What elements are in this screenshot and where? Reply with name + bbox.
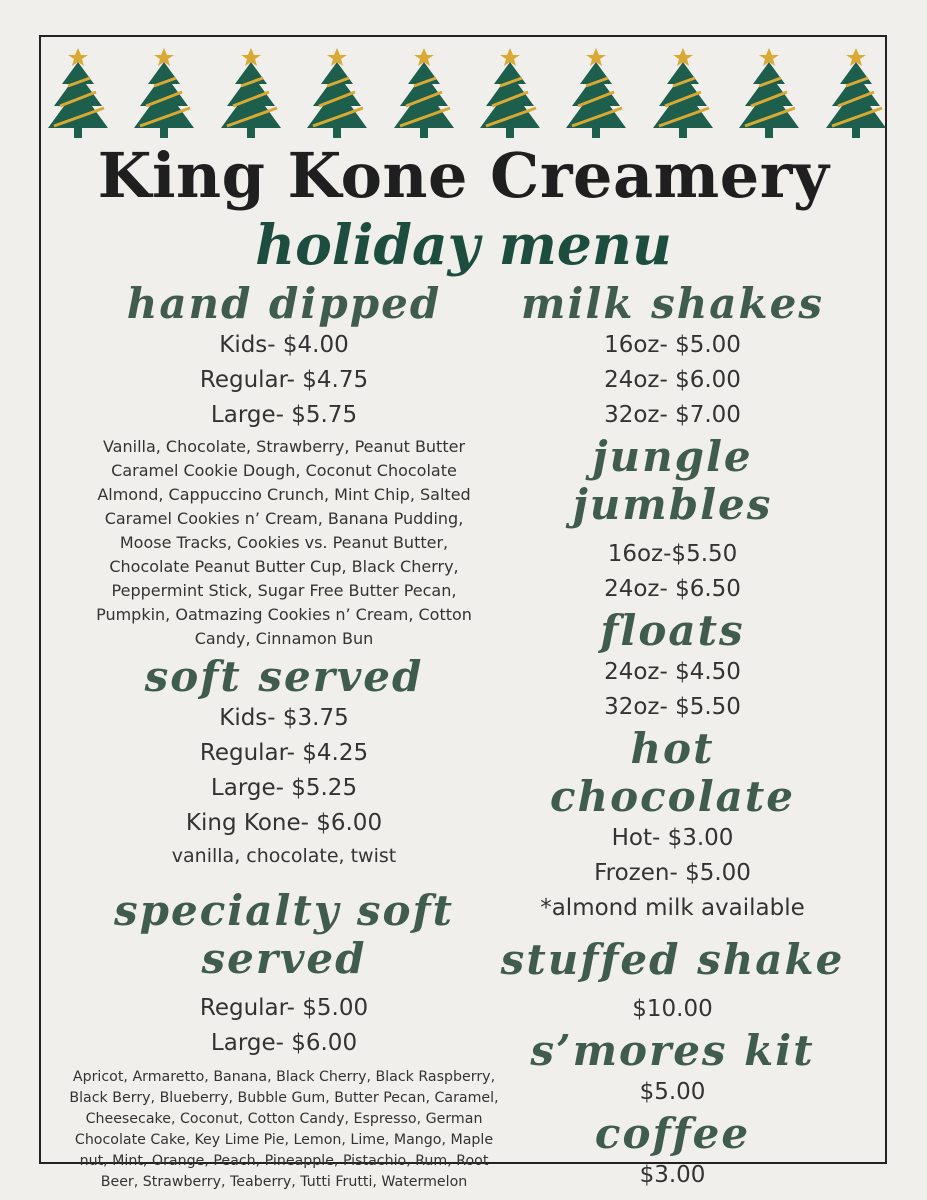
section-heading: hand dipped <box>126 279 442 328</box>
price-line: Regular- $4.75 <box>199 367 369 393</box>
price-line: Kids- $4.00 <box>219 332 349 358</box>
section-heading: jungle jumbles <box>572 432 773 529</box>
section-heading: floats <box>600 606 745 655</box>
flavor-line: Caramel Cookie Dough, Coconut Chocolate <box>111 461 457 480</box>
coffee-section <box>500 1110 845 1193</box>
christmas-tree-icon <box>215 44 287 140</box>
hand-dipped-section <box>40 280 528 651</box>
price-line: 24oz- $6.00 <box>604 367 741 393</box>
floats-section <box>500 607 845 725</box>
section-heading: specialty soft served <box>114 886 454 983</box>
specialty-soft-served-section <box>40 887 528 1193</box>
flavor-line: Beer, Strawberry, Teaberry, Tutti Frutti, Watermelon <box>100 1174 468 1190</box>
section-heading: hot chocolate <box>549 724 795 821</box>
price-line: Regular- $5.00 <box>199 995 369 1021</box>
price-line: Kids- $3.75 <box>219 705 349 731</box>
christmas-tree-icon <box>474 44 546 140</box>
flavor-line: Peppermint Stick, Sugar Free Butter Pecan, <box>111 581 457 600</box>
flavor-line: Moose Tracks, Cookies vs. Peanut Butter, <box>119 533 449 552</box>
flavor-line: Chocolate Peanut Butter Cup, Black Cherry, <box>109 557 459 576</box>
page-title: King Kone Creamery <box>97 139 830 212</box>
christmas-tree-icon <box>388 44 460 140</box>
jungle-jumbles-section <box>500 433 845 607</box>
section-heading: stuffed shake <box>500 935 845 984</box>
christmas-tree-icon <box>820 44 892 140</box>
smores-kit-section <box>500 1027 845 1110</box>
flavor-list <box>40 1067 528 1193</box>
section-heading: s’mores kit <box>530 1026 815 1075</box>
christmas-tree-icon <box>301 44 373 140</box>
flavor-line: Vanilla, Chocolate, Strawberry, Peanut Butter <box>102 437 466 456</box>
price-line: Frozen- $5.00 <box>594 860 751 886</box>
price-line: Large- $5.25 <box>210 775 358 801</box>
section-heading: coffee <box>594 1109 751 1158</box>
milk-shakes-section <box>500 280 845 433</box>
price-line: Large- $5.75 <box>210 402 358 428</box>
christmas-tree-icon <box>733 44 805 140</box>
page-subtitle: holiday menu <box>255 212 672 277</box>
flavor-line: Candy, Cinnamon Bun <box>194 629 374 648</box>
christmas-tree-icon <box>560 44 632 140</box>
price-line: $5.00 <box>639 1079 706 1105</box>
soft-served-section <box>40 653 528 871</box>
price-line: $3.00 <box>639 1162 706 1188</box>
tree-decoration-row <box>42 44 887 140</box>
flavor-line: nut, Mint, Orange, Peach, Pineapple, Pistachio, Rum, Root <box>79 1153 489 1169</box>
flavor-line: vanilla, chocolate, twist <box>171 845 397 867</box>
christmas-tree-icon <box>647 44 719 140</box>
section-heading: soft served <box>144 652 424 701</box>
flavor-line: Chocolate Cake, Key Lime Pie, Lemon, Lime, Mango, Maple <box>74 1132 494 1148</box>
flavor-line: Apricot, Armaretto, Banana, Black Cherry, Black Raspberry, <box>72 1069 496 1085</box>
flavor-line: Caramel Cookies n’ Cream, Banana Pudding, <box>104 509 464 528</box>
flavor-line: Cheesecake, Coconut, Cotton Candy, Espresso, German <box>85 1111 483 1127</box>
price-line: Regular- $4.25 <box>199 740 369 766</box>
hot-chocolate-section <box>500 725 845 926</box>
flavor-line: Pumpkin, Oatmazing Cookies n’ Cream, Cotton <box>96 605 472 624</box>
price-line: Hot- $3.00 <box>611 825 734 851</box>
price-line: 24oz- $6.50 <box>604 576 741 602</box>
price-line: 24oz- $4.50 <box>604 659 741 685</box>
price-line: 16oz-$5.50 <box>607 541 738 567</box>
price-line: Large- $6.00 <box>210 1030 358 1056</box>
flavor-line: Almond, Cappuccino Crunch, Mint Chip, Salted <box>97 485 471 504</box>
price-line: $10.00 <box>632 996 713 1022</box>
section-heading: milk shakes <box>521 279 824 328</box>
price-line: King Kone- $6.00 <box>185 810 383 836</box>
christmas-tree-icon <box>128 44 200 140</box>
flavor-line: Black Berry, Blueberry, Bubble Gum, Butter Pecan, Caramel, <box>69 1090 499 1106</box>
price-line: 32oz- $5.50 <box>604 694 741 720</box>
price-line: 16oz- $5.00 <box>604 332 741 358</box>
stuffed-shake-section <box>500 936 845 1027</box>
left-column <box>40 280 528 1193</box>
flavor-list <box>40 435 528 651</box>
availability-note: *almond milk available <box>540 895 805 921</box>
christmas-tree-icon <box>42 44 114 140</box>
right-column <box>500 280 845 1193</box>
price-line: 32oz- $7.00 <box>604 402 741 428</box>
